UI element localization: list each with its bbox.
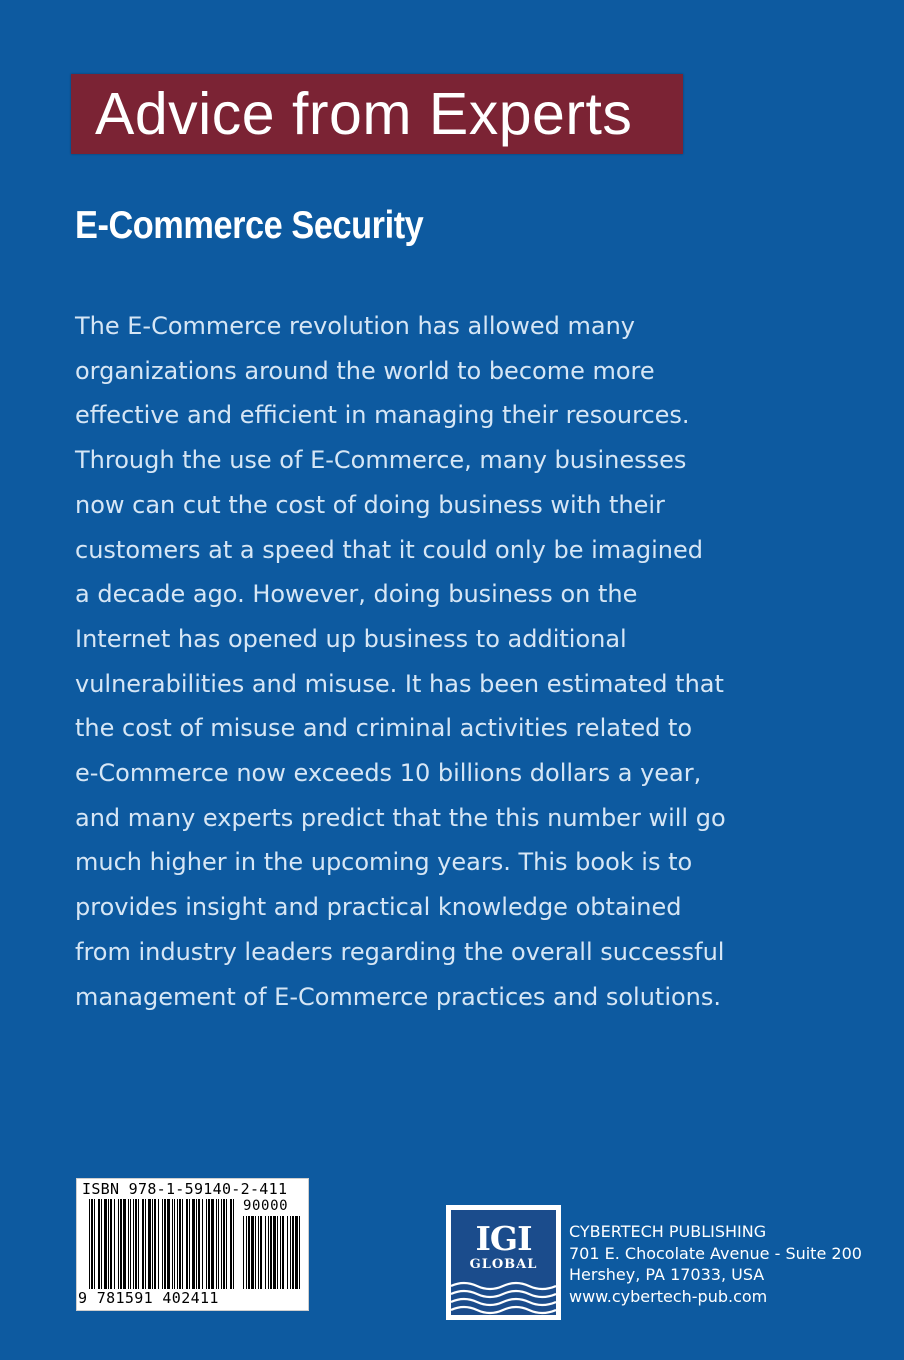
barcode-bar [91, 1199, 93, 1289]
barcode-bar [172, 1199, 173, 1289]
barcode-bar [206, 1199, 207, 1289]
publisher-address-line-2: Hershey, PA 17033, USA [569, 1265, 765, 1284]
blurb-line: and many experts predict that the this number will go [75, 803, 726, 832]
barcode-bar [218, 1199, 219, 1289]
barcode-bar [152, 1199, 153, 1289]
barcode-bar [270, 1216, 272, 1289]
logo-wordmark: IGI [475, 1219, 532, 1258]
barcode-bar [94, 1199, 95, 1289]
barcode-bar [251, 1216, 254, 1289]
barcode-bar [273, 1216, 276, 1289]
barcode-bar [123, 1199, 126, 1289]
barcode-bar [233, 1199, 234, 1289]
publisher-name: CYBERTECH PUBLISHING [569, 1222, 767, 1241]
publisher-website: www.cybertech-pub.com [569, 1286, 768, 1306]
logo-emblem [451, 1210, 556, 1315]
barcode-bar [135, 1199, 137, 1289]
barcode-bar [226, 1199, 227, 1289]
barcode-bar [299, 1216, 300, 1289]
barcode-bar [295, 1216, 298, 1289]
barcode-label [76, 1178, 309, 1311]
barcode-bar [162, 1199, 163, 1289]
blurb-line: a decade ago. However, doing business on the [75, 580, 638, 609]
barcode-bar [98, 1199, 100, 1289]
blurb-line: e-Commerce now exceeds 10 billions dollars a year, [75, 759, 702, 788]
series-banner [71, 74, 683, 154]
barcode-bar [128, 1199, 129, 1289]
barcode-bar [164, 1199, 166, 1289]
barcode-bar [101, 1199, 102, 1289]
barcode-bar [148, 1199, 151, 1289]
barcode-bar [211, 1199, 214, 1289]
publisher-logo [446, 1205, 561, 1320]
barcode-bar [282, 1216, 284, 1289]
barcode-bar [208, 1199, 210, 1289]
blurb-line: effective and efficient in managing their resources. [75, 401, 690, 430]
barcode-bar [177, 1199, 178, 1289]
barcode-bar [277, 1216, 278, 1289]
blurb-text [75, 304, 795, 1019]
barcode-bar [255, 1216, 256, 1289]
barcode-bar [243, 1216, 244, 1289]
barcode-bar [246, 1216, 247, 1289]
book-title: E-Commerce Security [75, 204, 424, 247]
barcode-bar [120, 1199, 122, 1289]
price-code: 90000 [243, 1198, 289, 1214]
barcode-bars [89, 1199, 235, 1289]
barcode-bar [130, 1199, 131, 1289]
barcode-bar [223, 1199, 225, 1289]
blurb-line: customers at a speed that it could only be imagined [75, 535, 703, 564]
barcode-bar [186, 1199, 188, 1289]
barcode-bar [118, 1199, 119, 1289]
barcode-bar [202, 1199, 203, 1289]
barcode-bar [248, 1216, 250, 1289]
wave-icon [451, 1278, 556, 1315]
blurb-line: organizations around the world to become more [75, 356, 655, 385]
barcode-bar [174, 1199, 175, 1289]
barcode-bar [292, 1216, 294, 1289]
barcode-bar [167, 1199, 170, 1289]
publisher-address-line-1: 701 E. Chocolate Avenue - Suite 200 [569, 1243, 862, 1263]
barcode-bar [230, 1199, 232, 1289]
barcode-bar [189, 1199, 190, 1289]
barcode-bar [221, 1199, 222, 1289]
barcode-bar [133, 1199, 134, 1289]
barcode-bar [290, 1216, 291, 1289]
blurb-line: the cost of misuse and criminal activities related to [75, 714, 693, 743]
blurb-line: The E-Commerce revolution has allowed many [75, 312, 635, 340]
barcode-bar [179, 1199, 181, 1289]
blurb-line: management of E-Commerce practices and solutions. [75, 982, 722, 1011]
blurb-line: Through the use of E-Commerce, many businesses [75, 446, 687, 475]
barcode-bar [287, 1216, 288, 1289]
barcode-bar [110, 1199, 112, 1289]
isbn-number: ISBN 978-1-59140-2-411 [82, 1180, 288, 1198]
barcode-bar [138, 1199, 139, 1289]
barcode-bar [142, 1199, 144, 1289]
barcode-bar [108, 1199, 109, 1289]
barcode-bar [196, 1199, 197, 1289]
barcode-bar [89, 1199, 90, 1289]
barcode-bar [265, 1216, 266, 1289]
blurb-line: from industry leaders regarding the overall successful [75, 937, 725, 966]
barcode-digits: 9 781591 402411 [78, 1289, 219, 1307]
barcode-bar [268, 1216, 269, 1289]
addon-barcode-bars [243, 1216, 303, 1289]
barcode-bar [216, 1199, 217, 1289]
barcode-bar [145, 1199, 146, 1289]
barcode-bar [104, 1199, 107, 1289]
barcode-bar [158, 1199, 159, 1289]
blurb-line: vulnerabilities and misuse. It has been estimated that [75, 669, 724, 698]
barcode-bar [114, 1199, 115, 1289]
barcode-bar [258, 1216, 259, 1289]
series-title: Advice from Experts [95, 81, 633, 147]
barcode-bar [154, 1199, 156, 1289]
barcode-bar [198, 1199, 200, 1289]
publisher-info [569, 1221, 862, 1307]
blurb-line: Internet has opened up business to additional [75, 624, 627, 653]
barcode-bar [260, 1216, 262, 1289]
blurb-line: provides insight and practical knowledge obtained [75, 893, 682, 922]
blurb-line: much higher in the upcoming years. This book is to [75, 848, 693, 877]
blurb-line: now can cut the cost of doing business with their [75, 490, 665, 519]
barcode-bar [280, 1216, 281, 1289]
barcode-bar [182, 1199, 183, 1289]
barcode-bar [192, 1199, 195, 1289]
logo-subtext: GLOBAL [469, 1257, 538, 1272]
